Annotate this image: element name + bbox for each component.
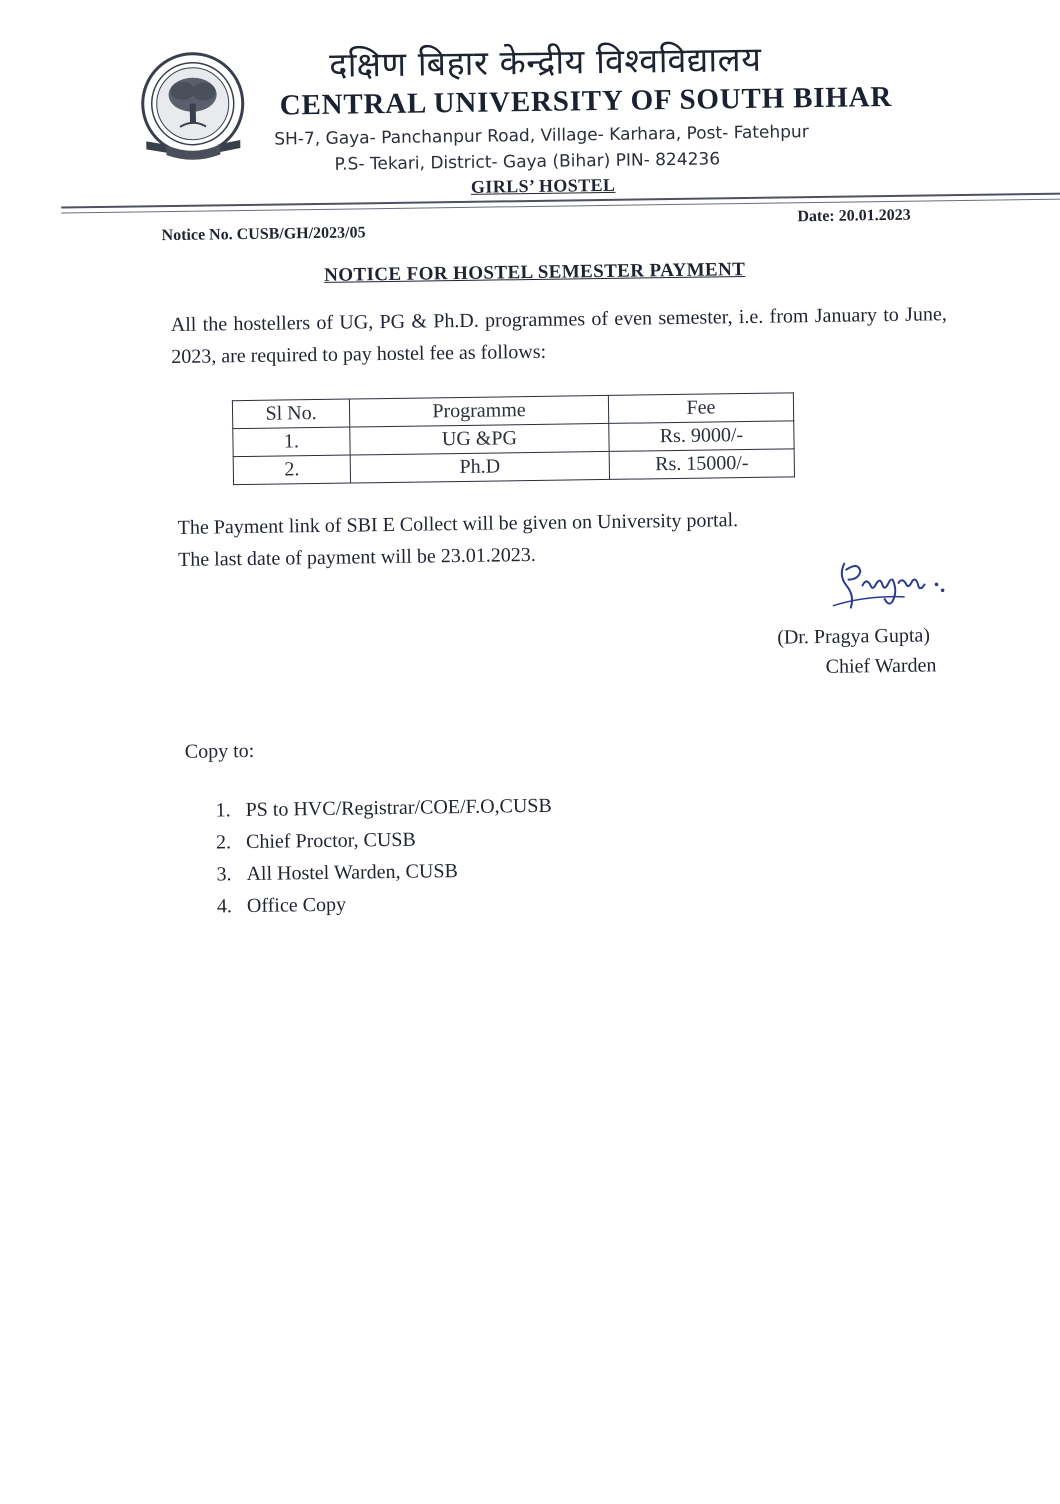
university-name-english: CENTRAL UNIVERSITY OF SOUTH BIHAR: [279, 80, 893, 122]
cell-programme: UG &PG: [350, 423, 609, 455]
list-item-text: Chief Proctor, CUSB: [245, 828, 416, 854]
list-item: [217, 886, 554, 923]
signatory-name: (Dr. Pragya Gupta): [777, 624, 931, 649]
list-item: [216, 822, 553, 859]
cell-fee: Rs. 15000/-: [609, 449, 794, 480]
list-item-text: Office Copy: [246, 893, 347, 918]
cell-programme: Ph.D: [350, 451, 609, 483]
copy-to-list: [215, 790, 553, 923]
fee-table: [232, 392, 795, 485]
copy-to-heading: Copy to:: [184, 739, 255, 763]
list-item-number: 2.: [215, 831, 232, 854]
column-header-sl-no: Sl No.: [232, 399, 349, 429]
signature-icon: [824, 554, 955, 616]
list-item-text: All Hostel Warden, CUSB: [246, 860, 458, 886]
list-item-number: 3.: [216, 863, 232, 886]
list-item-text: PS to HVC/Registrar/COE/F.O,CUSB: [245, 794, 552, 822]
university-name-hindi: दक्षिण बिहार केन्द्रीय विश्वविद्यालय: [328, 39, 762, 86]
notice-number: Notice No. CUSB/GH/2023/05: [161, 224, 366, 245]
university-seal-icon: [137, 48, 249, 170]
list-item: [215, 790, 552, 827]
list-item-number: 4.: [216, 895, 233, 918]
payment-link-text: The Payment link of SBI E Collect will be given on University portal.: [177, 509, 739, 539]
last-date-text: The last date of payment will be 23.01.2023.: [177, 543, 536, 571]
address-line-2: P.S- Tekari, District- Gaya (Bihar) PIN- 824236: [334, 149, 721, 175]
column-header-fee: Fee: [608, 393, 793, 424]
cell-sl-no: 1.: [233, 427, 350, 457]
list-item: [216, 854, 553, 891]
signatory-title: Chief Warden: [825, 654, 937, 678]
address-line-1: SH-7, Gaya- Panchanpur Road, Village- Karhara, Post- Fatehpur: [274, 122, 809, 150]
list-item-number: 1.: [215, 799, 231, 822]
column-header-programme: Programme: [349, 395, 608, 427]
notice-date: Date: 20.01.2023: [797, 206, 911, 226]
intro-paragraph: All the hostellers of UG, PG & Ph.D. programmes of even semester, i.e. from January to June, 2023, are required to pay hostel fee as follows:: [170, 303, 947, 369]
unit-name: GIRLS’ HOSTEL: [470, 174, 616, 197]
cell-sl-no: 2.: [233, 455, 350, 485]
cell-fee: Rs. 9000/-: [609, 421, 794, 452]
notice-title: NOTICE FOR HOSTEL SEMESTER PAYMENT: [324, 259, 746, 286]
